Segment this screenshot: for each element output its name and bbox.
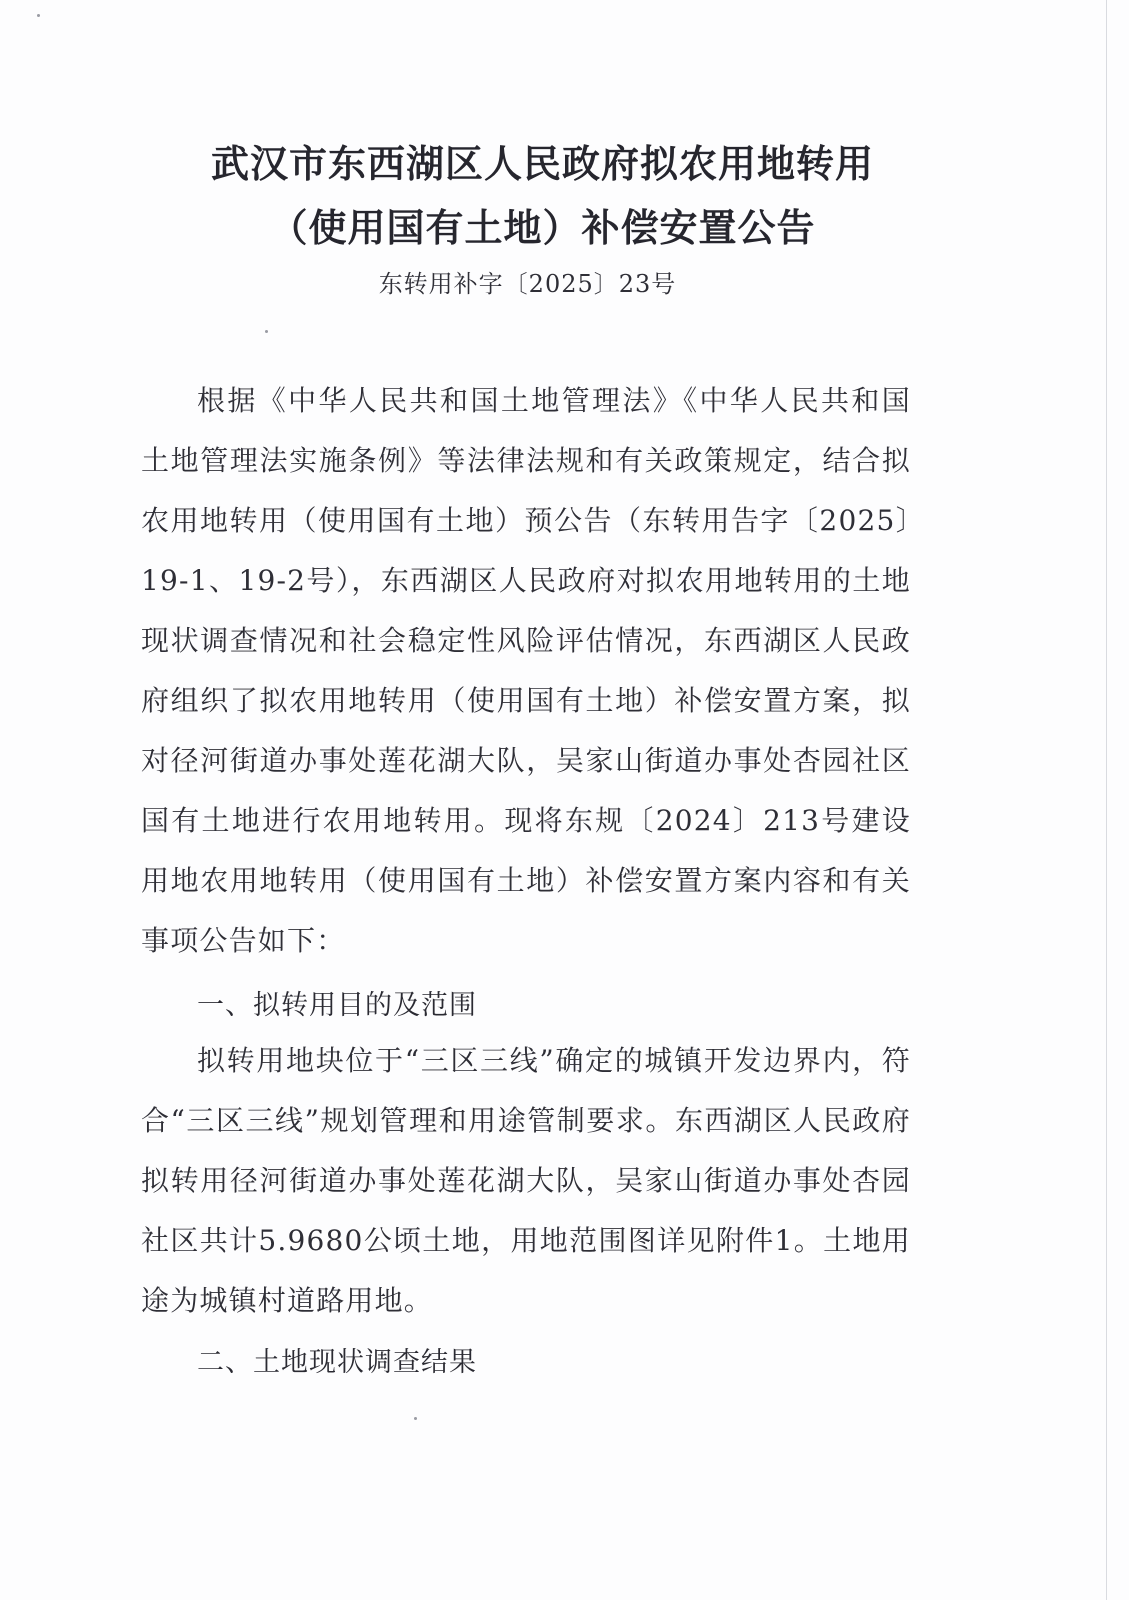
section-heading-1: 一、拟转用目的及范围 xyxy=(197,990,477,1021)
intro-paragraph: 根据《中华人民共和国土地管理法》《中华人民共和国土地管理法实施条例》等法律法规和有关政策规定，结合拟农用地转用（使用国有土地）预公告（东转用告字〔2025〕19-1、19-2号），东西湖区人民政府对拟农用地转用的土地现状调查情况和社会稳定性风险评估情况，东西湖区人民政府组织了拟农用地转用（使用国有土地）补偿安置方案，拟对径河街道办事处莲花湖大队，吴家山街道办事处杏园社区国有土地进行农用地转用。现将东规〔2024〕213号建设用地农用地转用（使用国有土地）补偿安置方案内容和有关事项公告如下： xyxy=(141,384,911,957)
scan-edge-line xyxy=(1106,0,1107,1600)
document-number: 东转用补字〔2025〕23号 xyxy=(378,270,677,298)
scan-speck xyxy=(414,1417,417,1420)
section-heading-2: 二、土地现状调查结果 xyxy=(197,1347,477,1378)
scan-speck xyxy=(37,14,40,17)
scan-speck xyxy=(265,330,268,333)
document-title-line-1: 武汉市东西湖区人民政府拟农用地转用 xyxy=(210,142,874,186)
document-title-line-2: （使用国有土地）补偿安置公告 xyxy=(269,206,816,250)
section-1-paragraph: 拟转用地块位于“三区三线”确定的城镇开发边界内，符合“三区三线”规划管理和用途管制要求。东西湖区人民政府拟转用径河街道办事处莲花湖大队，吴家山街道办事处杏园社区共计5.9680公顷土地，用地范围图详见附件1。土地用途为城镇村道路用地。 xyxy=(141,1044,911,1317)
